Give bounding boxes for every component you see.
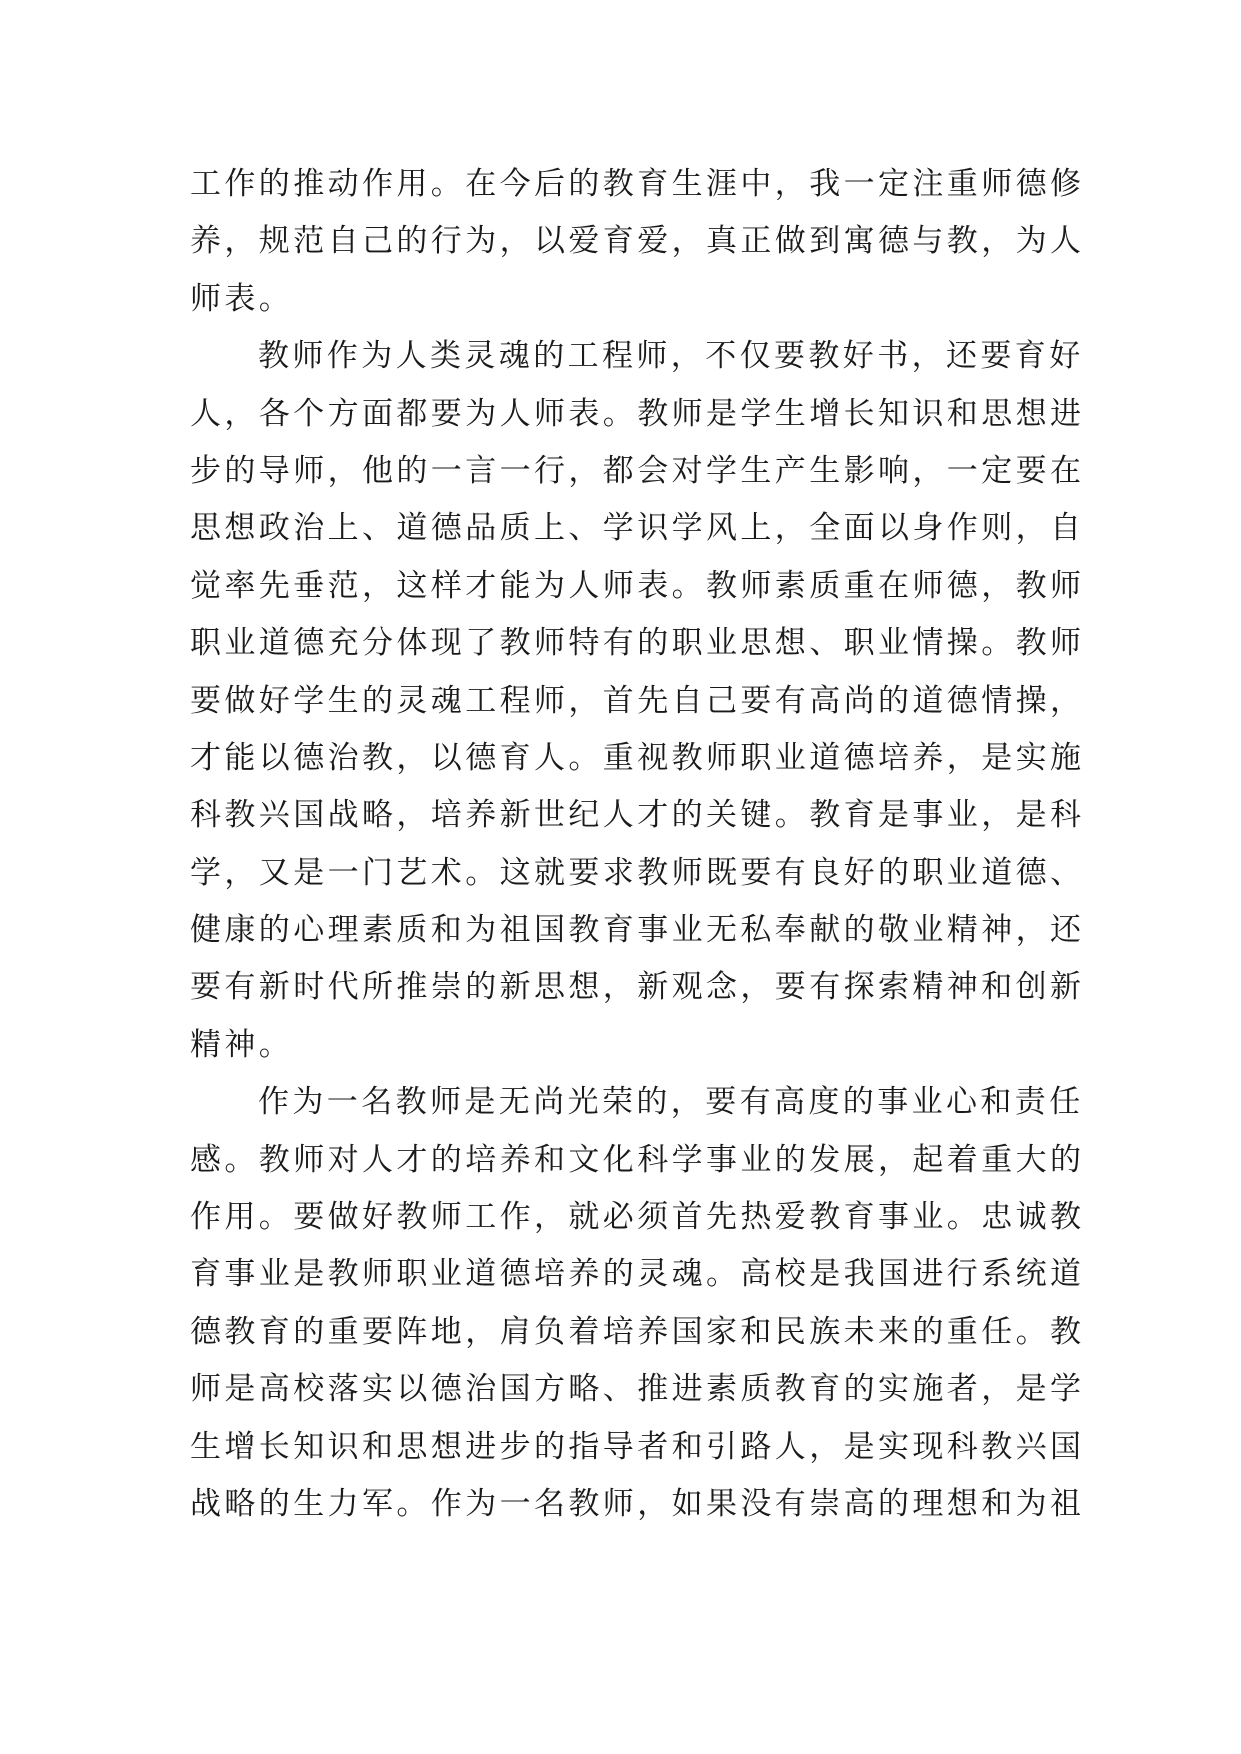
document-body (190, 156, 1085, 1533)
text-line: 生增长知识和思想进步的指导者和引路人，是实现科教兴国 (190, 1428, 1085, 1465)
text-line: 要有新时代所推崇的新思想，新观念，要有探索精神和创新 (190, 969, 1085, 1006)
text-line: 思想政治上、道德品质上、学识学风上，全面以身作则，自 (190, 510, 1085, 547)
text-line: 步的导师，他的一言一行，都会对学生产生影响，一定要在 (190, 452, 1085, 489)
text-line: 养，规范自己的行为，以爱育爱，真正做到寓德与教，为人 (190, 223, 1085, 260)
text-line: 人，各个方面都要为人师表。教师是学生增长知识和思想进 (190, 395, 1085, 432)
text-line: 师是高校落实以德治国方略、推进素质教育的实施者，是学 (190, 1371, 1085, 1408)
text-line: 觉率先垂范，这样才能为人师表。教师素质重在师德，教师 (190, 567, 1085, 604)
text-line: 感。教师对人才的培养和文化科学事业的发展，起着重大的 (190, 1141, 1085, 1178)
text-line: 精神。 (190, 1026, 294, 1063)
text-line: 学，又是一门艺术。这就要求教师既要有良好的职业道德、 (190, 854, 1085, 891)
text-line: 德教育的重要阵地，肩负着培养国家和民族未来的重任。教 (190, 1313, 1085, 1350)
text-line: 教师作为人类灵魂的工程师，不仅要教好书，还要育好 (258, 338, 1084, 375)
text-line: 才能以德治教，以德育人。重视教师职业道德培养，是实施 (190, 739, 1085, 776)
text-line: 科教兴国战略，培养新世纪人才的关键。教育是事业，是科 (190, 797, 1085, 834)
text-line: 作用。要做好教师工作，就必须首先热爱教育事业。忠诚教 (190, 1199, 1085, 1236)
text-line: 战略的生力军。作为一名教师，如果没有崇高的理想和为祖 (190, 1485, 1085, 1522)
paragraph-1 (190, 156, 1085, 328)
text-line: 作为一名教师是无尚光荣的，要有高度的事业心和责任 (258, 1084, 1084, 1121)
text-line: 职业道德充分体现了教师特有的职业思想、职业情操。教师 (190, 625, 1085, 662)
text-line: 健康的心理素质和为祖国教育事业无私奉献的敬业精神，还 (190, 912, 1085, 949)
text-line: 师表。 (190, 280, 294, 317)
text-line: 要做好学生的灵魂工程师，首先自己要有高尚的道德情操， (190, 682, 1085, 719)
paragraph-2 (190, 328, 1085, 1074)
text-line: 育事业是教师职业道德培养的灵魂。高校是我国进行系统道 (190, 1256, 1085, 1293)
text-line: 工作的推动作用。在今后的教育生涯中，我一定注重师德修 (190, 166, 1085, 202)
paragraph-3 (190, 1074, 1085, 1533)
